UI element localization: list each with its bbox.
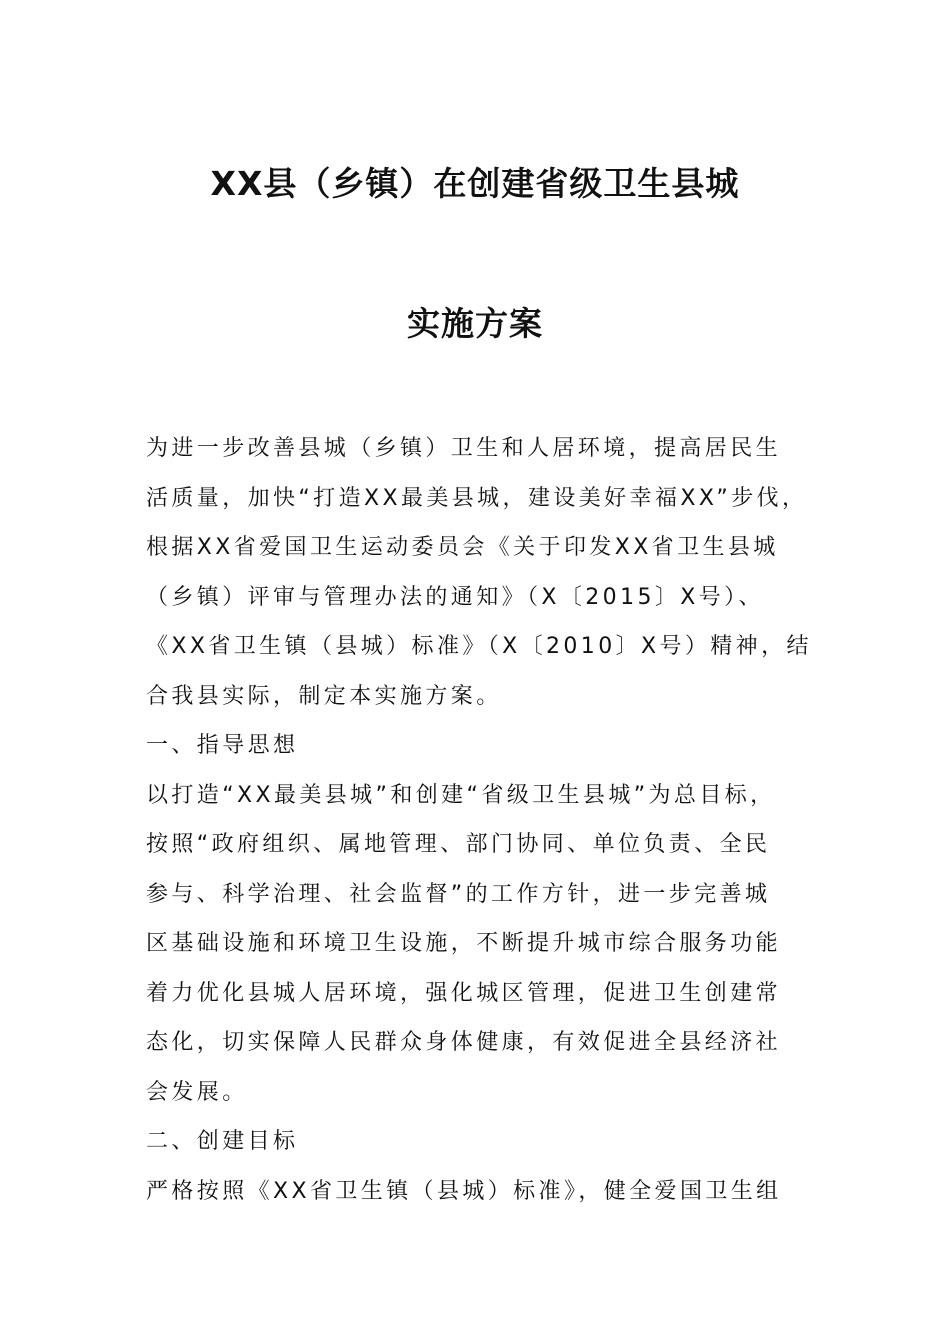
body-line: （乡镇）评审与管理办法的通知》（X〔2015〕X号）、 xyxy=(146,585,764,610)
body-line: 合我县实际，制定本实施方案。 xyxy=(146,684,502,709)
section-heading: 一、指导思想 xyxy=(146,733,299,758)
body-line: 活质量，加快“打造XX最美县城，建设美好幸福XX”步伐， xyxy=(146,486,808,511)
body-line: 会发展。 xyxy=(146,1080,248,1105)
body-line: 态化，切实保障人民群众身体健康，有效促进全县经济社 xyxy=(146,1030,782,1055)
section-heading: 二、创建目标 xyxy=(146,1129,299,1154)
body-line: 按照“政府组织、属地管理、部门协同、单位负责、全民 xyxy=(146,832,771,857)
body-line: 严格按照《XX省卫生镇（县城）标准》，健全爱国卫生组 xyxy=(146,1179,782,1204)
body-line: 参与、科学治理、社会监督”的工作方针，进一步完善城 xyxy=(146,882,771,907)
document-title-line-1: XX县（乡镇）在创建省级卫生县城 xyxy=(210,164,740,203)
body-line: 着力优化县城人居环境，强化城区管理，促进卫生创建常 xyxy=(146,981,782,1006)
body-line: 根据XX省爱国卫生运动委员会《关于印发XX省卫生县城 xyxy=(146,535,779,560)
body-line: 以打造“XX最美县城”和创建“省级卫生县城”为总目标， xyxy=(146,783,776,808)
body-line: 区基础设施和环境卫生设施，不断提升城市综合服务功能 xyxy=(146,931,782,956)
body-line: 为进一步改善县城（乡镇）卫生和人居环境，提高居民生 xyxy=(146,436,782,461)
body-line: 《XX省卫生镇（县城）标准》（X〔2010〕X号）精神，结 xyxy=(146,634,812,659)
document-title-line-2: 实施方案 xyxy=(407,304,543,343)
